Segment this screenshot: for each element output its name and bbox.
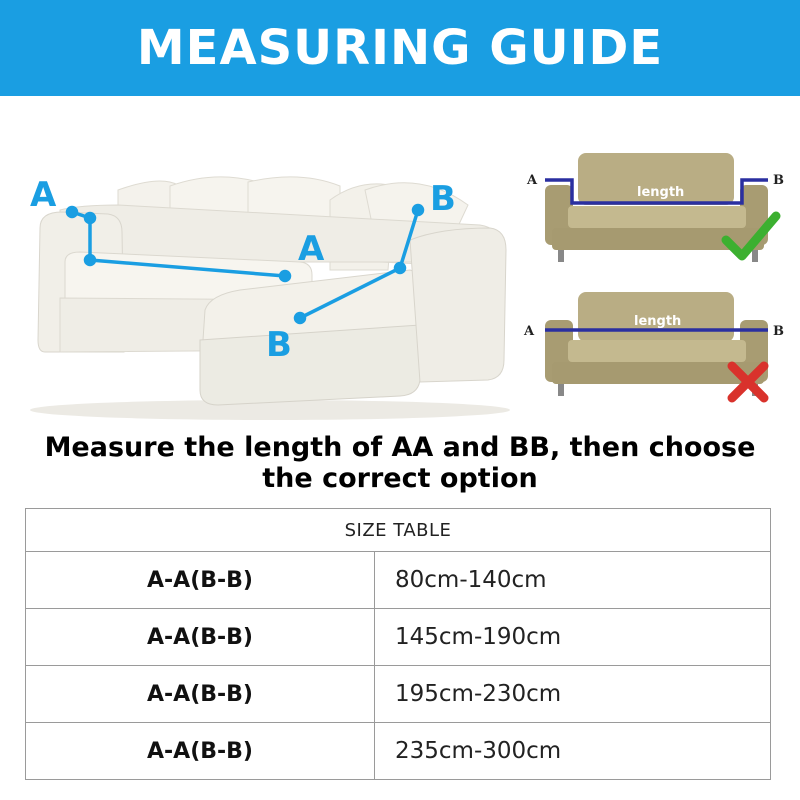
incorrect-label-a: A	[524, 324, 535, 339]
size-table-title: SIZE TABLE	[25, 508, 771, 552]
table-cell-value: 80cm-140cm	[395, 567, 547, 593]
table-cell-value: 195cm-230cm	[395, 681, 562, 707]
label-b-right: B	[430, 179, 456, 219]
incorrect-sofa-diagram	[545, 292, 768, 396]
label-a-left: A	[30, 175, 57, 215]
label-b-bottom: B	[266, 325, 292, 365]
table-cell-key: A-A(B-B)	[26, 552, 375, 608]
table-row	[25, 666, 771, 723]
sofa-illustration	[0, 96, 800, 426]
size-table	[25, 508, 771, 780]
table-cell-value: 145cm-190cm	[395, 624, 562, 650]
correct-label-a: A	[527, 173, 538, 188]
table-row	[25, 552, 771, 609]
table-cell-key: A-A(B-B)	[26, 666, 375, 722]
incorrect-length-label: length	[634, 314, 682, 329]
instruction-line-1: Measure the length of AA and BB, then choose	[44, 432, 756, 463]
correct-label-b: B	[773, 173, 784, 188]
table-row	[25, 723, 771, 780]
table-cell-key: A-A(B-B)	[26, 609, 375, 665]
instruction-line-2: the correct option	[262, 463, 538, 494]
table-cell-value: 235cm-300cm	[395, 738, 562, 764]
incorrect-label-b: B	[773, 324, 784, 339]
table-cell-key: A-A(B-B)	[26, 723, 375, 779]
correct-length-label: length	[637, 185, 685, 200]
table-row	[25, 609, 771, 666]
label-a-mid: A	[298, 229, 325, 269]
page-title: MEASURING GUIDE	[136, 20, 664, 76]
